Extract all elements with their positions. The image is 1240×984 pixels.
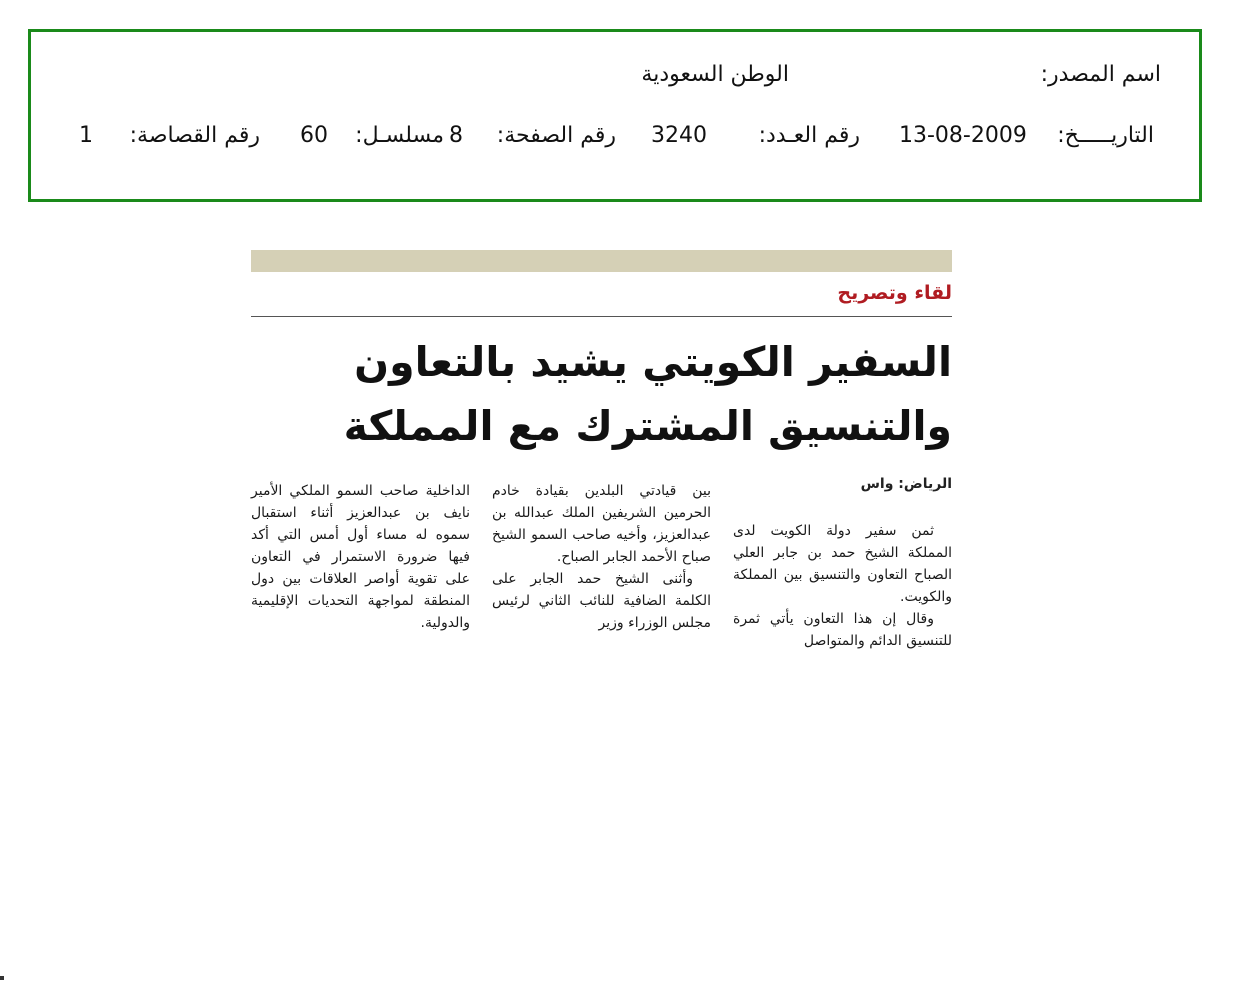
serial-value: 60	[300, 123, 328, 148]
clip-value: 1	[79, 123, 93, 148]
article-byline: الرياض: واس	[860, 476, 952, 492]
headline-line-1: السفير الكويتي يشيد بالتعاون	[354, 338, 952, 386]
column-2-paragraph-1: بين قيادتي البلدين بقيادة خادم الحرمين الشريفين الملك عبدالله بن عبدالعزيز، وأخيه صاحب السمو الشيخ صباح الأحمد الجابر الصباح.	[492, 483, 711, 565]
article-column-1	[733, 520, 952, 652]
source-label: اسم المصدر:	[1040, 62, 1161, 87]
headline-line-2: والتنسيق المشترك مع المملكة	[343, 402, 952, 450]
column-1-paragraph-2: وقال إن هذا التعاون يأتي ثمرة للتنسيق الدائم والمتواصل	[733, 611, 952, 649]
date-label: التاريـــــخ:	[1057, 123, 1154, 148]
issue-value: 3240	[651, 123, 707, 148]
issue-label: رقم العـدد:	[758, 123, 860, 148]
source-value: الوطن السعودية	[641, 62, 789, 87]
date-value: 13-08-2009	[899, 123, 1027, 148]
clip-label: رقم القصاصة:	[129, 123, 260, 148]
section-label: لقاء وتصريح	[837, 282, 952, 304]
scan-corner-mark	[0, 976, 4, 980]
serial-label: مسلسـل:	[355, 123, 444, 148]
column-1-paragraph-1: ثمن سفير دولة الكويت لدى المملكة الشيخ حمد بن جابر العلي الصباح التعاون والتنسيق بين المملكة والكويت.	[733, 523, 952, 605]
article-column-3	[251, 480, 470, 634]
page-label: رقم الصفحة:	[496, 123, 616, 148]
section-divider	[251, 316, 952, 317]
article-headline	[251, 330, 952, 458]
section-header-bar	[251, 250, 952, 272]
clipping-metadata-box	[28, 29, 1202, 202]
column-3-paragraph-1: الداخلية صاحب السمو الملكي الأمير نايف بن عبدالعزيز أثناء استقبال سموه له مساء أول أمس التي أكد فيها ضرورة الاستمرار في التعاون على تقوية أواصر العلاقات بين دول المنطقة لمواجهة التحديات الإقليمية والدولية.	[251, 483, 470, 631]
newspaper-article	[251, 250, 952, 660]
article-column-2	[492, 480, 711, 634]
page-value: 8	[449, 123, 463, 148]
column-2-paragraph-2: وأثنى الشيخ حمد الجابر على الكلمة الضافية للنائب الثاني لرئيس مجلس الوزراء وزير	[492, 571, 711, 631]
